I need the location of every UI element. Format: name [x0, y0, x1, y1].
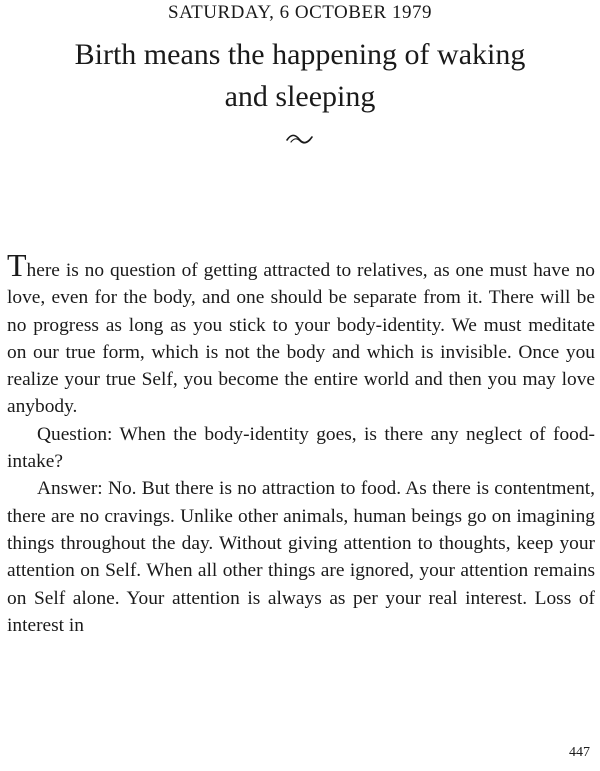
chapter-date [0, 2, 600, 24]
paragraph-1 [7, 247, 595, 421]
body-text [7, 247, 595, 639]
paragraph-1-text: here is no question of getting attracted to relatives, as one must have no love, even for the body, and one should be separate from it. There will be no progress as long as you stick to your body-identity. We must meditate on our true form, which is not the body and which is invisible. Once you realize your true Self, you become the entire world and then you may love anybody. [7, 260, 595, 418]
page-number: 447 [569, 745, 590, 760]
swirl-ornament-icon [285, 130, 315, 146]
chapter-title: Birth means the happening of waking and sleeping [74, 38, 526, 113]
paragraph-question: Question: When the body-identity goes, is there any neglect of food-intake? [7, 423, 595, 473]
paragraph-answer: Answer: No. But there is no attraction to food. As there is contentment, there are no cravings. Unlike other animals, human beings go on imagining things throughout the day. Without giving attention to thoughts, keep your attention on Self. When all other things are ignored, your attention remains on Self alone. Your attention is always as per your real interest. Loss of interest in [7, 478, 595, 636]
drop-cap: T [7, 247, 27, 283]
chapter-date-text: SATURDAY, 6 OCTOBER 1979 [168, 2, 432, 23]
